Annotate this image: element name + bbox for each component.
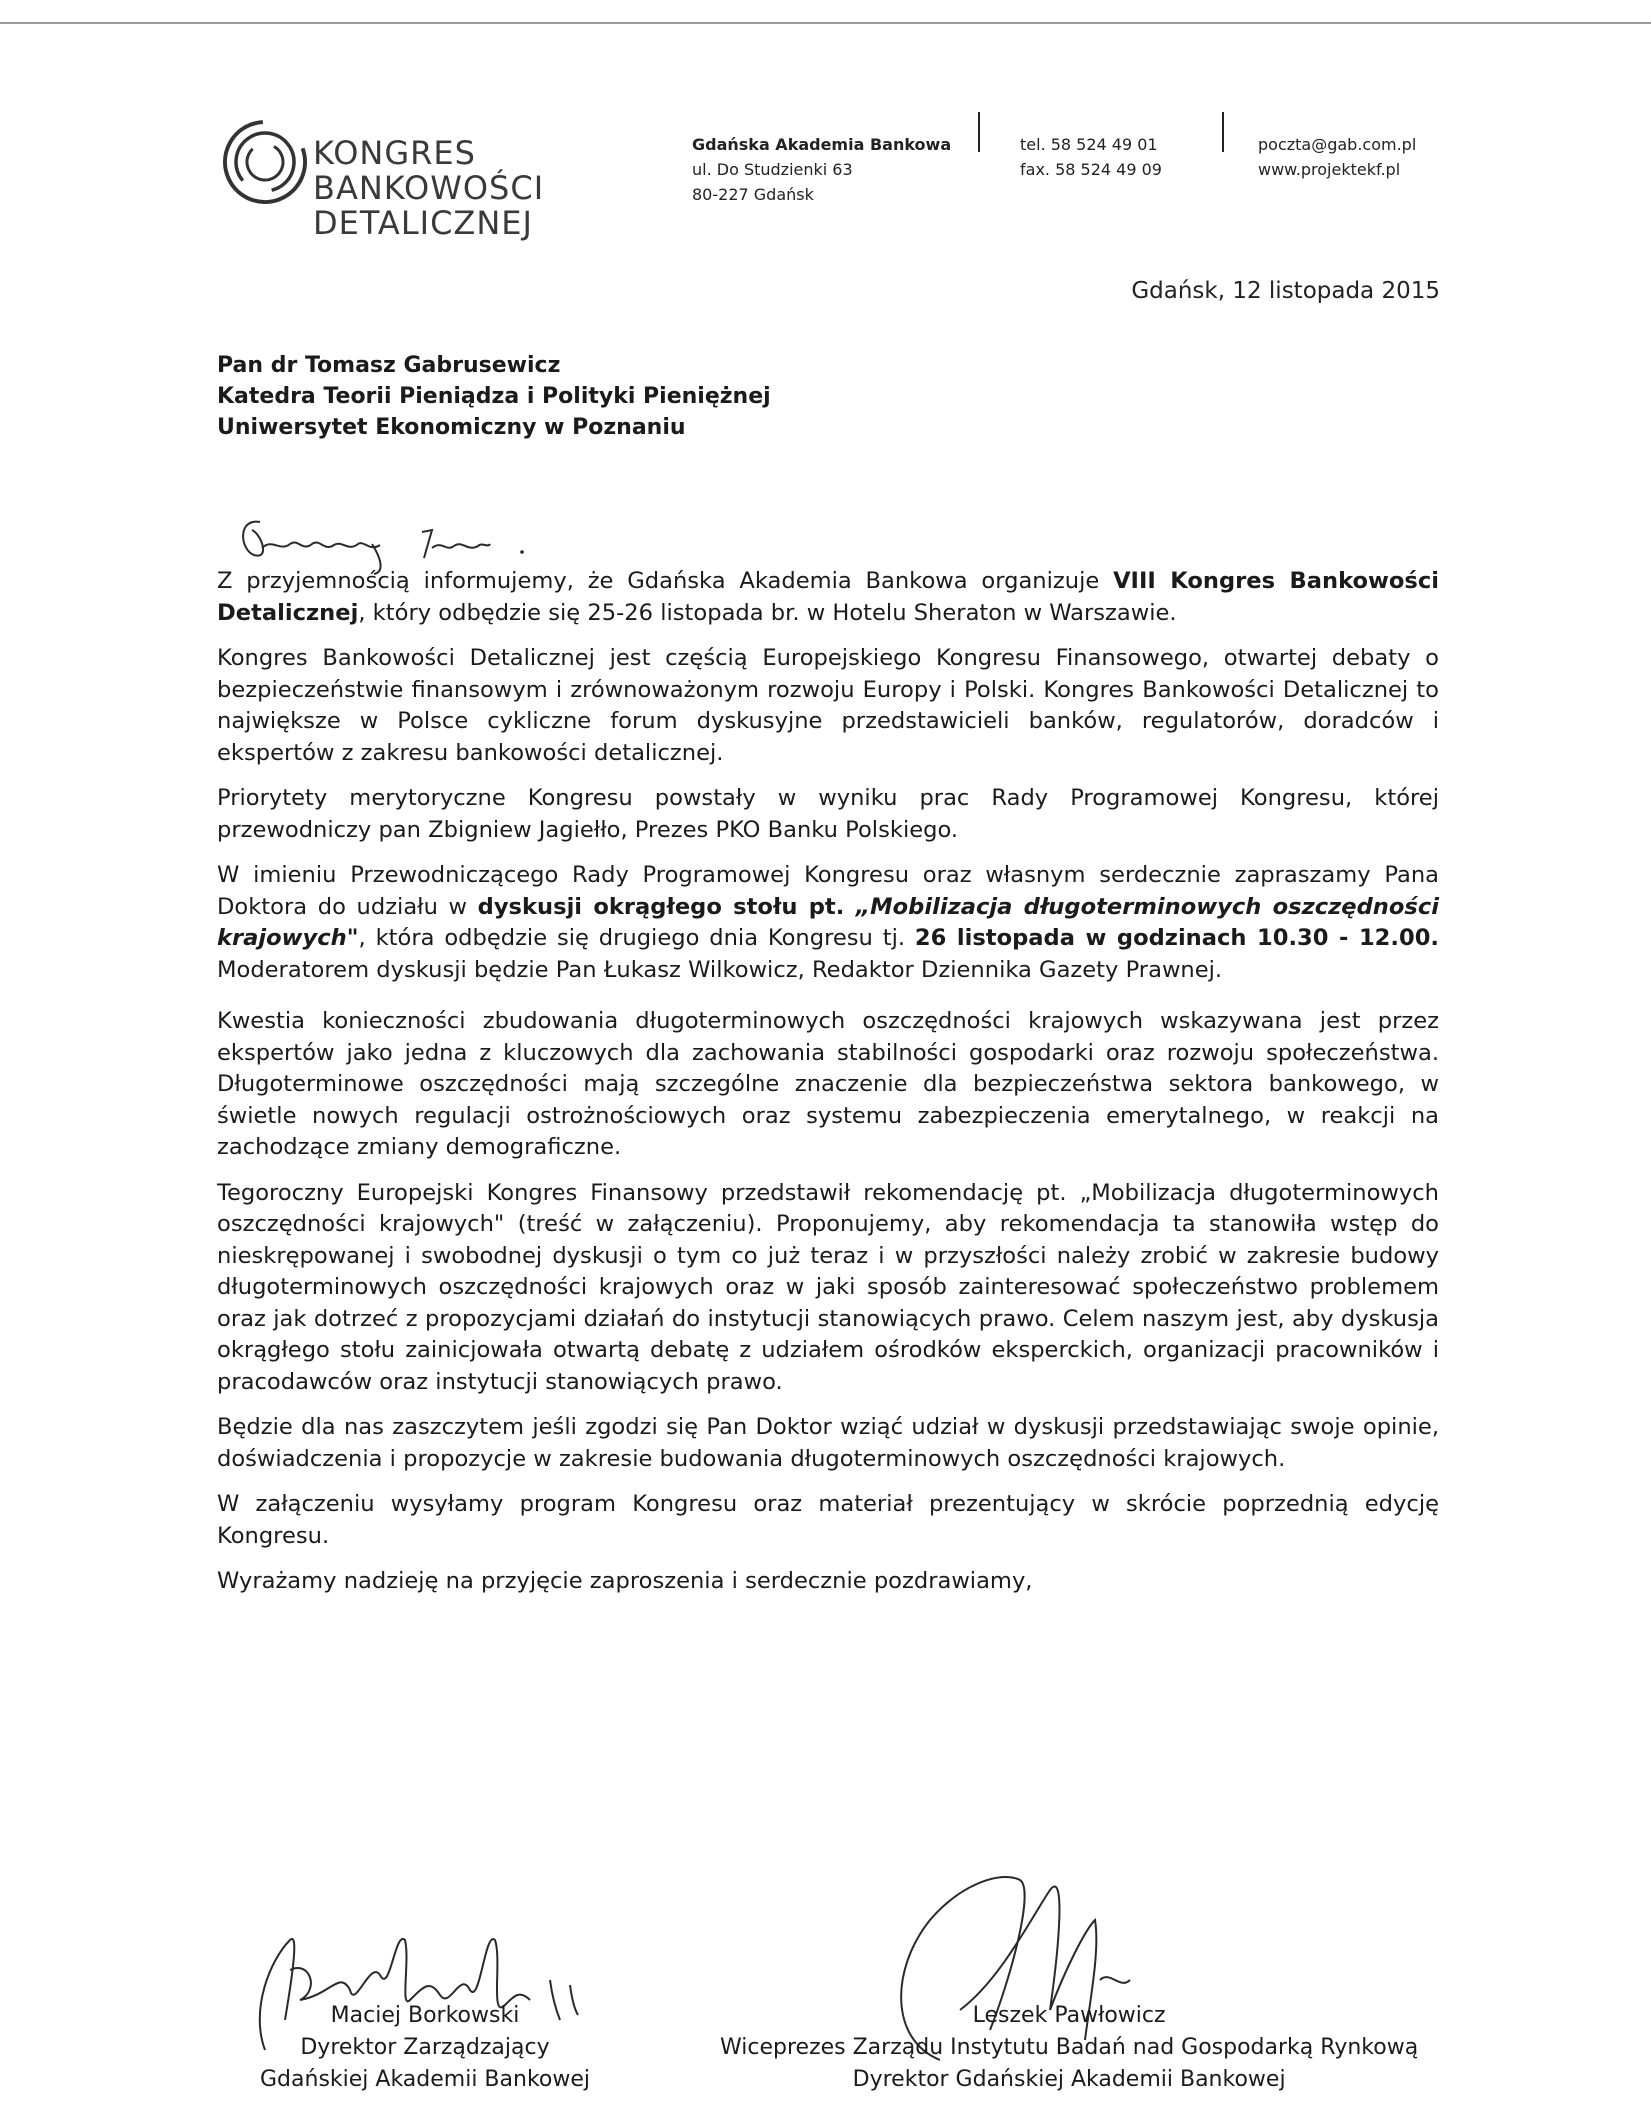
sender-org: Gdańska Akademia Bankowa [692,135,952,154]
contact-phones [1020,132,1162,182]
recipient-name: Pan dr Tomasz Gabrusewicz [217,353,561,378]
body-paragraph: Priorytety merytoryczne Kongresu powstały w wyniku prac Rady Programowej Kongresu, której przewodniczy pan Zbigniew Jagiełło, Prezes PKO Banku Polskiego. [217,785,1439,843]
body-paragraph: W załączeniu wysyłamy program Kongresu oraz materiał prezentujący w skrócie poprzednią edycję Kongresu. [217,1491,1439,1549]
body-paragraph: Z przyjemnością informujemy, że Gdańska Akademia Bankowa organizuje VIII Kongres Bankowości Detalicznej, który odbędzie się 25-26 listopada br. w Hotelu Sheraton w Warszawie. [217,568,1440,626]
letter-body [217,566,1439,1612]
sender-street: ul. Do Studzienki 63 [692,160,853,179]
congress-name: VIII Kongres Bankowości Detalicznej [217,568,1440,626]
fax-number: fax. 58 524 49 09 [1020,160,1162,179]
body-paragraph: Kwestia konieczności zbudowania długoterminowych oszczędności krajowych wskazywana jest przez ekspertów jako jedna z kluczowych dla zachowania stabilności gospodarki oraz rozwoju społeczeństwa. Długoterminowe oszczędności mają szczególne znaczenie dla bezpieczeństwa sektora bankowego, w świetle nowych regulacji ostrożnościowych oraz systemu zabezpieczenia emerytalnego, w reakcji na zachodzące zmiany demograficzne. [217,1008,1439,1160]
logo-line-1: KONGRES [313,134,476,172]
sender-city: 80-227 Gdańsk [692,185,814,204]
email-link[interactable]: poczta@gab.com.pl [1258,135,1417,154]
signatory-block [720,2000,1418,2096]
divider [1222,112,1224,152]
body-paragraph: Kongres Bankowości Detalicznej jest częścią Europejskiego Kongresu Finansowego, otwartej debaty o bezpieczeństwie finansowym i zrównoważonym rozwoju Europy i Polski. Kongres Bankowości Detalicznej to największe w Polsce cykliczne forum dyskusyjne przedstawicieli banków, regulatorów, doradców i ekspertów z zakresu bankowości detalicznej. [217,645,1439,766]
signatory-block [260,2000,590,2096]
phone-number: tel. 58 524 49 01 [1020,135,1158,154]
signatory-name: Leszek Pawłowicz [972,2003,1166,2028]
signatory-org: Gdańskiej Akademii Bankowej [260,2067,590,2092]
signatory-title: Wiceprezes Zarządu Instytutu Badań nad Gospodarką Rynkową [720,2035,1419,2060]
website-link[interactable]: www.projektekf.pl [1258,160,1401,179]
signatory-title: Dyrektor Zarządzający [300,2035,550,2060]
recipient-university: Uniwersytet Ekonomiczny w Poznaniu [217,415,686,440]
discussion-time: 26 listopada w godzinach 10.30 - 12.00. [914,925,1440,951]
contact-web [1258,132,1416,182]
body-paragraph: Tegoroczny Europejski Kongres Finansowy przedstawił rekomendację pt. „Mobilizacja długoterminowych oszczędności krajowych" (treść w załączeniu). Proponujemy, aby rekomendacja ta stanowiła wstęp do nieskrępowanej i swobodnej dyskusji o tym co już teraz i w przyszłości należy zrobić w zakresie budowy długoterminowych oszczędności krajowych oraz w jaki sposób zainteresować społeczeństwo problemem oraz jak dotrzeć z propozycjami działań do instytucji stanowiących prawo. Celem naszym jest, aby dyskusja okrągłego stołu zainicjowała otwartą debatę z udziałem ośrodków eksperckich, organizacji pracowników i pracodawców oraz instytucji stanowiących prawo. [217,1179,1439,1395]
signatory-org: Dyrektor Gdańskiej Akademii Bankowej [852,2067,1286,2092]
signatory-name: Maciej Borkowski [330,2003,520,2028]
top-rule [0,22,1651,24]
logo-line-3: DETALICZNEJ [313,204,533,242]
body-paragraph: W imieniu Przewodniczącego Rady Programowej Kongresu oraz własnym serdecznie zapraszamy Pana Doktora do udziału w dyskusji okrągłego stołu pt. „Mobilizacja długoterminowych oszczędności krajowych", która odbędzie się drugiego dnia Kongresu tj. 26 listopada w godzinach 10.30 - 12.00. Moderatorem dyskusji będzie Pan Łukasz Wilkowicz, Redaktor Dziennika Gazety Prawnej. [217,862,1440,983]
divider [978,112,980,152]
closing-line: Wyrażamy nadzieję na przyjęcie zaproszenia i serdecznie pozdrawiamy, [217,1568,1033,1594]
letter-date: Gdańsk, 12 listopada 2015 [1131,278,1440,304]
logo-line-2: BANKOWOŚCI [313,169,545,207]
recipient-department: Katedra Teorii Pieniądza i Polityki Pieniężnej [217,384,771,409]
recipient-block [217,350,771,443]
logo-wordmark [313,136,544,241]
discussion-title: „Mobilizacja długoterminowych oszczędności krajowych" [217,893,1439,951]
sender-address [692,132,951,207]
body-paragraph: Będzie dla nas zaszczytem jeśli zgodzi się Pan Doktor wziąć udział w dyskusji przedstawiając swoje opinie, doświadczenia i propozycje w zakresie budowania długoterminowych oszczędności krajowych. [217,1414,1439,1472]
kongres-logo-icon [220,117,310,207]
